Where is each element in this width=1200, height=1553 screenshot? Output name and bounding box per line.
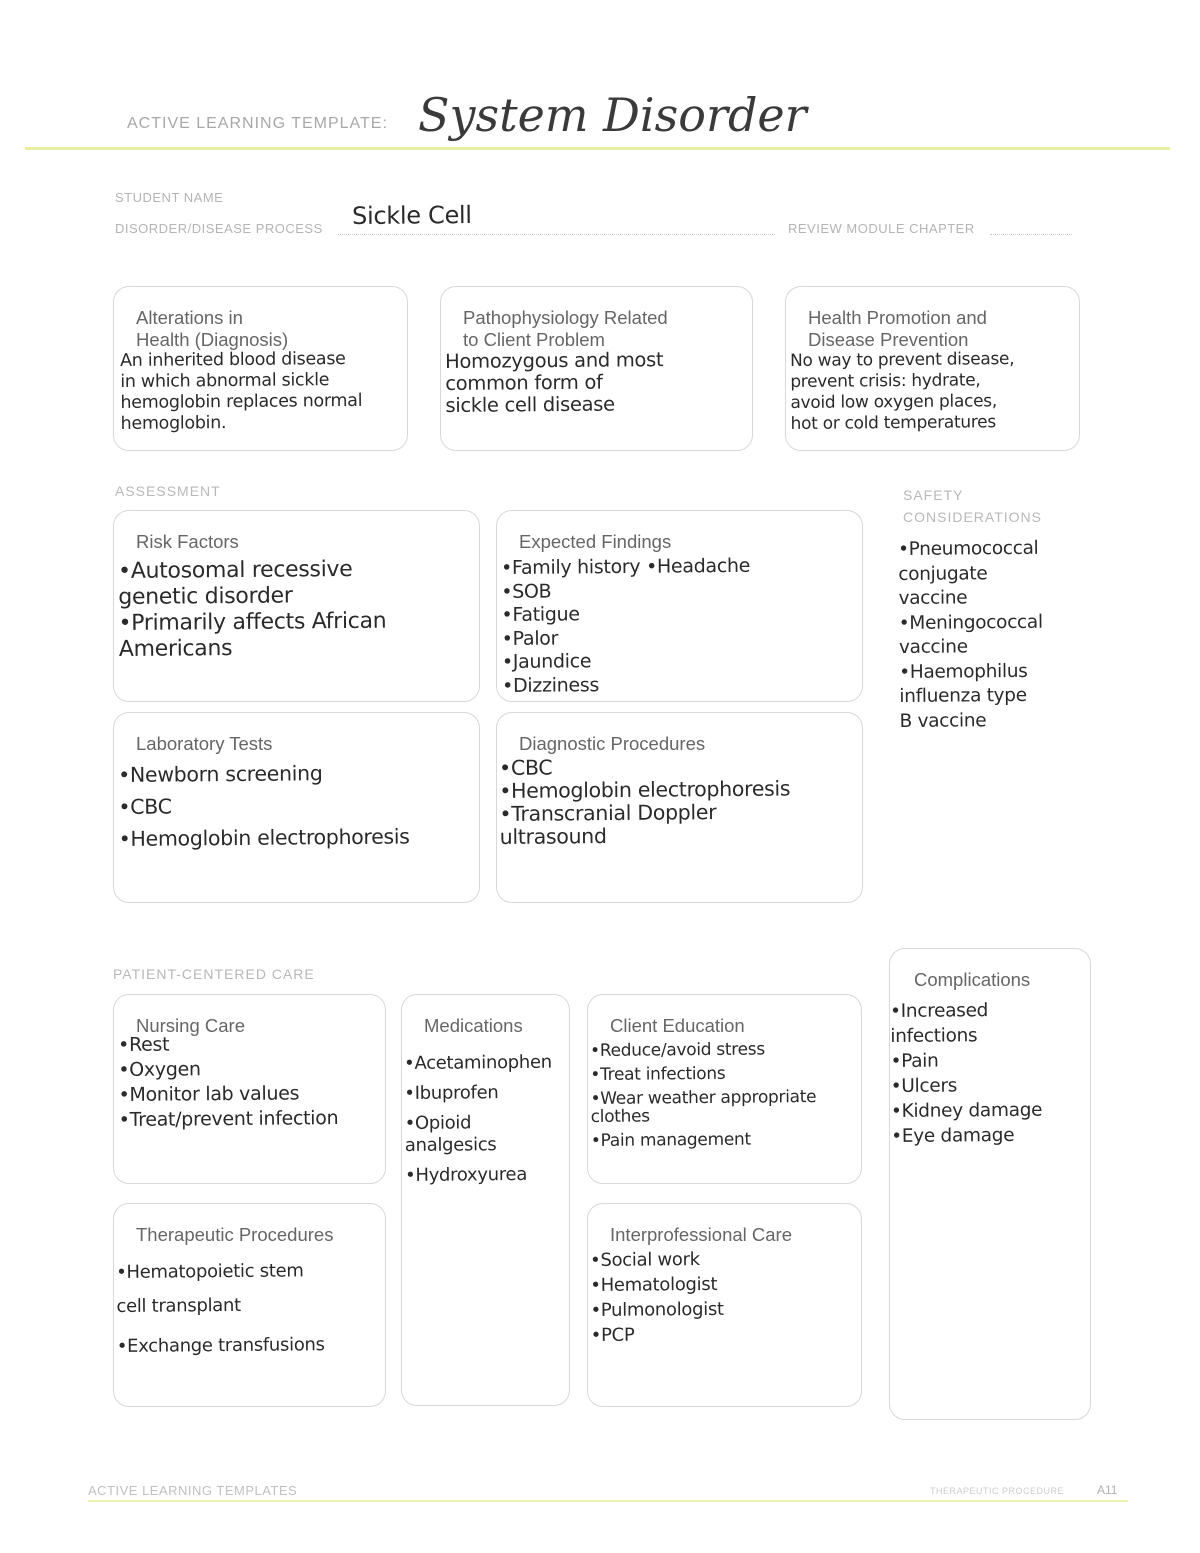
expected-findings-title: Expected Findings — [519, 531, 672, 552]
diagnostic-procedures-title: Diagnostic Procedures — [519, 733, 706, 754]
client-education-box[interactable] — [587, 994, 862, 1184]
therapeutic-procedures-text[interactable]: •Hematopoietic stem cell transplant •Exchange transfusions — [116, 1260, 325, 1357]
pathophysiology-title: Pathophysiology Related to Client Problem — [463, 307, 668, 350]
health-promotion-title: Health Promotion and Disease Prevention — [808, 307, 987, 350]
header-rule — [25, 147, 1170, 150]
client-education-title: Client Education — [610, 1015, 745, 1036]
expected-findings-text[interactable]: •Family history •Headache •SOB •Fatigue •Palor •Jaundice •Dizziness — [501, 554, 751, 697]
laboratory-tests-box[interactable] — [113, 712, 480, 903]
health-promotion-box[interactable] — [785, 286, 1080, 451]
footer-procedure-label: THERAPEUTIC PROCEDURE — [930, 1486, 1065, 1496]
patient-care-section-label: PATIENT-CENTERED CARE — [113, 966, 315, 982]
therapeutic-procedures-box[interactable] — [113, 1203, 386, 1407]
student-name-label: STUDENT NAME — [115, 190, 224, 205]
risk-factors-text[interactable]: •Autosomal recessive genetic disorder •Primarily affects African Americans — [118, 556, 387, 662]
nursing-care-box[interactable] — [113, 994, 386, 1184]
review-chapter-line[interactable] — [990, 234, 1072, 235]
alterations-text[interactable]: An inherited blood disease in which abnormal sickle hemoglobin replaces normal hemoglobin. — [120, 349, 363, 434]
medications-text[interactable]: •Acetaminophen •Ibuprofen •Opioid analgesics •Hydroxyurea — [404, 1051, 552, 1186]
complications-text[interactable]: •Increased infections •Pain •Ulcers •Kidney damage •Eye damage — [890, 1000, 1043, 1147]
nursing-care-title: Nursing Care — [136, 1015, 245, 1036]
footer-label: ACTIVE LEARNING TEMPLATES — [88, 1483, 298, 1498]
laboratory-tests-title: Laboratory Tests — [136, 733, 273, 754]
medications-title: Medications — [424, 1015, 523, 1036]
pathophysiology-text[interactable]: Homozygous and most common form of sickle cell disease — [444, 348, 664, 417]
disorder-value[interactable]: Sickle Cell — [351, 200, 472, 230]
pathophysiology-box[interactable] — [440, 286, 753, 451]
page-title: System Disorder — [418, 88, 807, 142]
page-number: A11 — [1097, 1483, 1118, 1497]
template-label: ACTIVE LEARNING TEMPLATE: — [127, 115, 388, 132]
interprofessional-care-title: Interprofessional Care — [610, 1224, 793, 1245]
disorder-line[interactable] — [338, 234, 775, 235]
footer-rule — [88, 1500, 1128, 1502]
nursing-care-text[interactable]: •Rest •Oxygen •Monitor lab values •Treat/prevent infection — [118, 1033, 339, 1131]
therapeutic-procedures-title: Therapeutic Procedures — [136, 1224, 334, 1245]
diagnostic-procedures-box[interactable] — [496, 712, 863, 903]
interprofessional-care-text[interactable]: •Social work •Hematologist •Pulmonologist •PCP — [590, 1249, 724, 1346]
risk-factors-title: Risk Factors — [136, 531, 239, 552]
expected-findings-box[interactable] — [496, 510, 863, 702]
risk-factors-box[interactable] — [113, 510, 480, 702]
safety-text[interactable]: •Pneumococcal conjugate vaccine •Meningococcal vaccine •Haemophilus influenza type B vaccine — [898, 537, 1043, 732]
interprofessional-care-box[interactable] — [587, 1203, 862, 1407]
alterations-title: Alterations in Health (Diagnosis) — [136, 307, 289, 350]
complications-title: Complications — [914, 969, 1031, 990]
safety-label: SAFETY CONSIDERATIONS — [903, 487, 1042, 525]
client-education-text[interactable]: •Reduce/avoid stress •Treat infections •Wear weather appropriate clothes •Pain management — [590, 1039, 817, 1151]
laboratory-tests-text[interactable]: •Newborn screening •CBC •Hemoglobin electrophoresis — [118, 761, 410, 851]
complications-box[interactable] — [889, 948, 1091, 1420]
disorder-label: DISORDER/DISEASE PROCESS — [115, 221, 323, 236]
diagnostic-procedures-text[interactable]: •CBC •Hemoglobin electrophoresis •Transcranial Doppler ultrasound — [498, 755, 791, 849]
health-promotion-text[interactable]: No way to prevent disease, prevent crisis: hydrate, avoid low oxygen places, hot or cold temperatures — [790, 349, 1015, 434]
medications-box[interactable] — [401, 994, 570, 1406]
alterations-box[interactable] — [113, 286, 408, 451]
review-chapter-label: REVIEW MODULE CHAPTER — [788, 221, 975, 236]
assessment-section-label: ASSESSMENT — [115, 483, 221, 499]
